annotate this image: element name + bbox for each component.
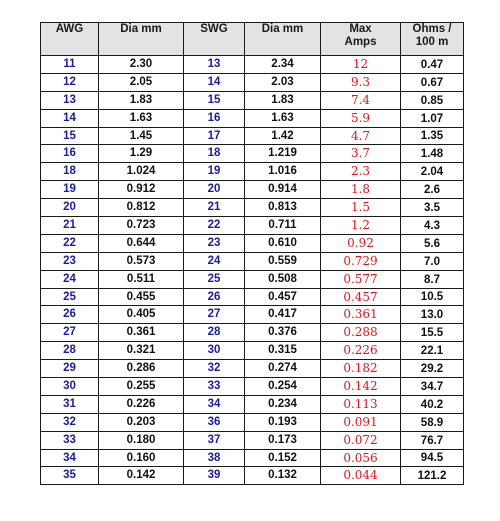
swg-cell: 15 bbox=[184, 91, 245, 109]
ohms-cell: 2.6 bbox=[401, 181, 464, 199]
max-amps-cell: 0.729 bbox=[321, 252, 401, 270]
table-row bbox=[41, 181, 464, 199]
awg-dia-cell: 0.286 bbox=[99, 360, 184, 378]
ohms-cell: 29.2 bbox=[401, 360, 464, 378]
swg-dia-cell: 0.234 bbox=[245, 395, 321, 413]
max-amps-cell: 5.9 bbox=[321, 109, 401, 127]
awg-dia-cell: 2.05 bbox=[99, 73, 184, 91]
table-row bbox=[41, 109, 464, 127]
awg-dia-cell: 0.226 bbox=[99, 395, 184, 413]
swg-dia-cell: 0.152 bbox=[245, 449, 321, 467]
ohms-cell: 0.85 bbox=[401, 91, 464, 109]
table-row bbox=[41, 145, 464, 163]
ohms-cell: 5.6 bbox=[401, 234, 464, 252]
swg-cell: 38 bbox=[184, 449, 245, 467]
swg-dia-cell: 1.63 bbox=[245, 109, 321, 127]
ohms-cell: 76.7 bbox=[401, 431, 464, 449]
max-amps-cell: 0.182 bbox=[321, 360, 401, 378]
swg-dia-cell: 0.254 bbox=[245, 378, 321, 396]
table-row bbox=[41, 252, 464, 270]
max-amps-cell: 0.072 bbox=[321, 431, 401, 449]
ohms-cell: 4.3 bbox=[401, 217, 464, 235]
table-row bbox=[41, 378, 464, 396]
awg-cell: 29 bbox=[41, 360, 99, 378]
swg-dia-cell: 0.914 bbox=[245, 181, 321, 199]
awg-dia-cell: 1.024 bbox=[99, 163, 184, 181]
ohms-cell: 15.5 bbox=[401, 324, 464, 342]
awg-cell: 12 bbox=[41, 73, 99, 91]
ohms-cell: 22.1 bbox=[401, 342, 464, 360]
ohms-cell: 2.04 bbox=[401, 163, 464, 181]
header-ohms-per-100m: Ohms / 100 m bbox=[401, 23, 464, 56]
swg-dia-cell: 1.016 bbox=[245, 163, 321, 181]
max-amps-cell: 9.3 bbox=[321, 73, 401, 91]
ohms-cell: 3.5 bbox=[401, 199, 464, 217]
awg-dia-cell: 0.723 bbox=[99, 217, 184, 235]
swg-dia-cell: 0.173 bbox=[245, 431, 321, 449]
table-row bbox=[41, 467, 464, 485]
max-amps-cell: 0.113 bbox=[321, 395, 401, 413]
table-row bbox=[41, 288, 464, 306]
ohms-cell: 58.9 bbox=[401, 413, 464, 431]
awg-dia-cell: 0.812 bbox=[99, 199, 184, 217]
max-amps-cell: 0.92 bbox=[321, 234, 401, 252]
swg-cell: 33 bbox=[184, 378, 245, 396]
ohms-cell: 1.35 bbox=[401, 127, 464, 145]
max-amps-cell: 0.044 bbox=[321, 467, 401, 485]
awg-cell: 16 bbox=[41, 145, 99, 163]
max-amps-cell: 7.4 bbox=[321, 91, 401, 109]
ohms-cell: 121.2 bbox=[401, 467, 464, 485]
awg-cell: 33 bbox=[41, 431, 99, 449]
awg-cell: 22 bbox=[41, 234, 99, 252]
awg-dia-cell: 1.83 bbox=[99, 91, 184, 109]
swg-dia-cell: 0.315 bbox=[245, 342, 321, 360]
table-row bbox=[41, 199, 464, 217]
swg-cell: 24 bbox=[184, 252, 245, 270]
swg-cell: 22 bbox=[184, 217, 245, 235]
ohms-cell: 13.0 bbox=[401, 306, 464, 324]
swg-cell: 20 bbox=[184, 181, 245, 199]
awg-cell: 23 bbox=[41, 252, 99, 270]
swg-cell: 27 bbox=[184, 306, 245, 324]
awg-dia-cell: 2.30 bbox=[99, 56, 184, 74]
swg-cell: 36 bbox=[184, 413, 245, 431]
max-amps-cell: 0.577 bbox=[321, 270, 401, 288]
table-row bbox=[41, 234, 464, 252]
awg-dia-cell: 0.644 bbox=[99, 234, 184, 252]
awg-cell: 24 bbox=[41, 270, 99, 288]
awg-cell: 30 bbox=[41, 378, 99, 396]
ohms-cell: 10.5 bbox=[401, 288, 464, 306]
swg-dia-cell: 0.376 bbox=[245, 324, 321, 342]
swg-cell: 30 bbox=[184, 342, 245, 360]
max-amps-cell: 0.361 bbox=[321, 306, 401, 324]
table-row bbox=[41, 163, 464, 181]
awg-dia-cell: 0.203 bbox=[99, 413, 184, 431]
ohms-cell: 34.7 bbox=[401, 378, 464, 396]
awg-dia-cell: 0.912 bbox=[99, 181, 184, 199]
awg-cell: 21 bbox=[41, 217, 99, 235]
max-amps-cell: 12 bbox=[321, 56, 401, 74]
header-awg: AWG bbox=[41, 23, 99, 56]
awg-dia-cell: 0.573 bbox=[99, 252, 184, 270]
max-amps-cell: 1.8 bbox=[321, 181, 401, 199]
swg-cell: 32 bbox=[184, 360, 245, 378]
swg-dia-cell: 0.132 bbox=[245, 467, 321, 485]
awg-dia-cell: 0.361 bbox=[99, 324, 184, 342]
max-amps-cell: 2.3 bbox=[321, 163, 401, 181]
header-max-amps: Max Amps bbox=[321, 23, 401, 56]
max-amps-cell: 0.056 bbox=[321, 449, 401, 467]
table-row bbox=[41, 306, 464, 324]
table-row bbox=[41, 56, 464, 74]
awg-dia-cell: 0.405 bbox=[99, 306, 184, 324]
swg-dia-cell: 0.508 bbox=[245, 270, 321, 288]
awg-cell: 27 bbox=[41, 324, 99, 342]
swg-cell: 13 bbox=[184, 56, 245, 74]
awg-cell: 18 bbox=[41, 163, 99, 181]
awg-cell: 35 bbox=[41, 467, 99, 485]
awg-dia-cell: 0.255 bbox=[99, 378, 184, 396]
swg-dia-cell: 0.711 bbox=[245, 217, 321, 235]
swg-cell: 39 bbox=[184, 467, 245, 485]
awg-cell: 13 bbox=[41, 91, 99, 109]
swg-dia-cell: 1.42 bbox=[245, 127, 321, 145]
max-amps-cell: 0.091 bbox=[321, 413, 401, 431]
swg-dia-cell: 0.457 bbox=[245, 288, 321, 306]
table-row bbox=[41, 270, 464, 288]
header-row bbox=[41, 23, 464, 56]
swg-cell: 16 bbox=[184, 109, 245, 127]
max-amps-cell: 0.142 bbox=[321, 378, 401, 396]
swg-dia-cell: 0.559 bbox=[245, 252, 321, 270]
awg-dia-cell: 1.63 bbox=[99, 109, 184, 127]
table-row bbox=[41, 431, 464, 449]
awg-dia-cell: 0.321 bbox=[99, 342, 184, 360]
awg-cell: 31 bbox=[41, 395, 99, 413]
awg-dia-cell: 1.45 bbox=[99, 127, 184, 145]
awg-cell: 32 bbox=[41, 413, 99, 431]
swg-cell: 25 bbox=[184, 270, 245, 288]
awg-cell: 11 bbox=[41, 56, 99, 74]
swg-cell: 14 bbox=[184, 73, 245, 91]
swg-cell: 28 bbox=[184, 324, 245, 342]
table-row bbox=[41, 324, 464, 342]
ohms-cell: 0.47 bbox=[401, 56, 464, 74]
max-amps-cell: 0.457 bbox=[321, 288, 401, 306]
awg-cell: 20 bbox=[41, 199, 99, 217]
ohms-cell: 7.0 bbox=[401, 252, 464, 270]
awg-cell: 14 bbox=[41, 109, 99, 127]
table-row bbox=[41, 449, 464, 467]
awg-dia-cell: 0.160 bbox=[99, 449, 184, 467]
ohms-cell: 40.2 bbox=[401, 395, 464, 413]
header-swg: SWG bbox=[184, 23, 245, 56]
table-row bbox=[41, 127, 464, 145]
awg-cell: 26 bbox=[41, 306, 99, 324]
awg-dia-cell: 1.29 bbox=[99, 145, 184, 163]
awg-cell: 25 bbox=[41, 288, 99, 306]
swg-cell: 23 bbox=[184, 234, 245, 252]
max-amps-cell: 4.7 bbox=[321, 127, 401, 145]
swg-dia-cell: 0.813 bbox=[245, 199, 321, 217]
awg-dia-cell: 0.511 bbox=[99, 270, 184, 288]
table-row bbox=[41, 73, 464, 91]
swg-dia-cell: 1.219 bbox=[245, 145, 321, 163]
swg-dia-cell: 2.03 bbox=[245, 73, 321, 91]
ohms-cell: 1.48 bbox=[401, 145, 464, 163]
header-awg-dia-mm: Dia mm bbox=[99, 23, 184, 56]
swg-cell: 17 bbox=[184, 127, 245, 145]
max-amps-cell: 1.2 bbox=[321, 217, 401, 235]
ohms-cell: 1.07 bbox=[401, 109, 464, 127]
swg-cell: 37 bbox=[184, 431, 245, 449]
awg-cell: 15 bbox=[41, 127, 99, 145]
ohms-cell: 0.67 bbox=[401, 73, 464, 91]
swg-cell: 34 bbox=[184, 395, 245, 413]
awg-dia-cell: 0.142 bbox=[99, 467, 184, 485]
swg-cell: 19 bbox=[184, 163, 245, 181]
awg-cell: 34 bbox=[41, 449, 99, 467]
header-swg-dia-mm: Dia mm bbox=[245, 23, 321, 56]
swg-cell: 21 bbox=[184, 199, 245, 217]
ohms-cell: 8.7 bbox=[401, 270, 464, 288]
max-amps-cell: 1.5 bbox=[321, 199, 401, 217]
max-amps-cell: 3.7 bbox=[321, 145, 401, 163]
table-row bbox=[41, 342, 464, 360]
table-row bbox=[41, 91, 464, 109]
wire-gauge-table bbox=[40, 22, 464, 485]
table-row bbox=[41, 395, 464, 413]
table-row bbox=[41, 413, 464, 431]
swg-dia-cell: 0.610 bbox=[245, 234, 321, 252]
swg-cell: 26 bbox=[184, 288, 245, 306]
awg-cell: 19 bbox=[41, 181, 99, 199]
swg-dia-cell: 0.193 bbox=[245, 413, 321, 431]
awg-cell: 28 bbox=[41, 342, 99, 360]
awg-dia-cell: 0.180 bbox=[99, 431, 184, 449]
swg-dia-cell: 2.34 bbox=[245, 56, 321, 74]
ohms-cell: 94.5 bbox=[401, 449, 464, 467]
swg-dia-cell: 0.274 bbox=[245, 360, 321, 378]
max-amps-cell: 0.226 bbox=[321, 342, 401, 360]
awg-dia-cell: 0.455 bbox=[99, 288, 184, 306]
table-row bbox=[41, 217, 464, 235]
swg-dia-cell: 0.417 bbox=[245, 306, 321, 324]
swg-cell: 18 bbox=[184, 145, 245, 163]
swg-dia-cell: 1.83 bbox=[245, 91, 321, 109]
table-row bbox=[41, 360, 464, 378]
max-amps-cell: 0.288 bbox=[321, 324, 401, 342]
